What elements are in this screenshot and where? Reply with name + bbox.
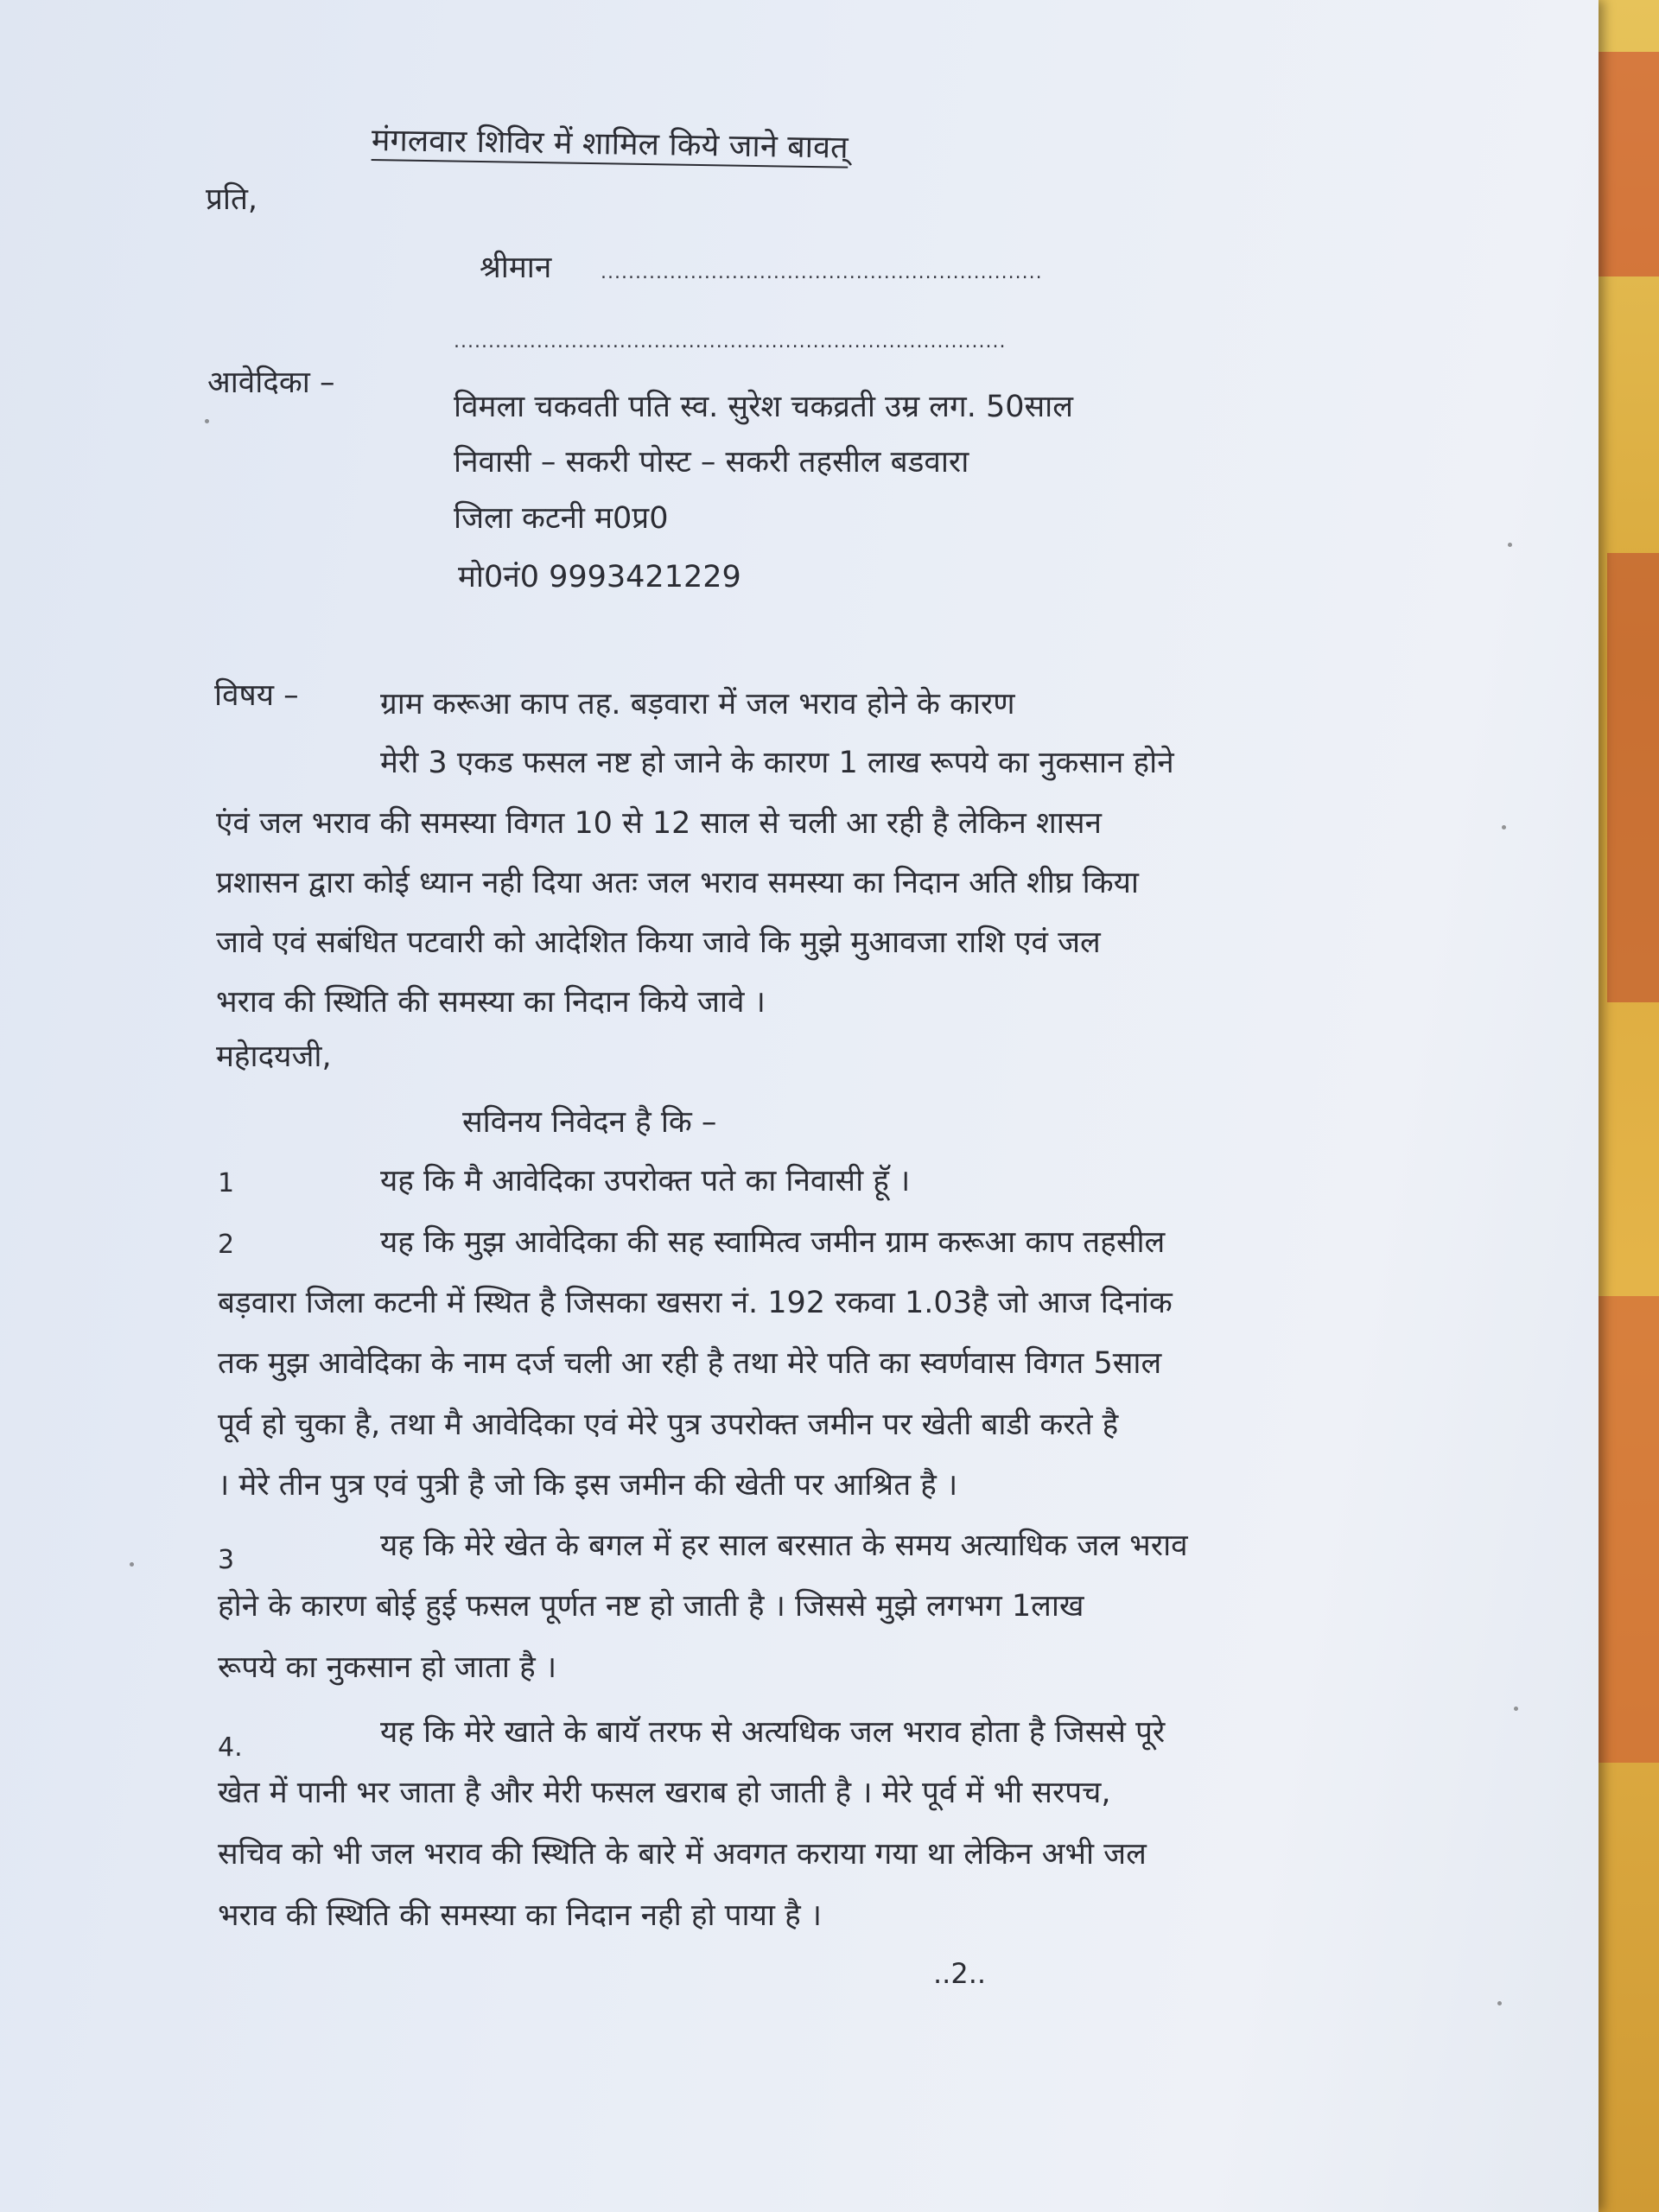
point-line: यह कि मुझ आवेदिका की सह स्वामित्व जमीन ग्राम करूआ काप तहसील: [380, 1225, 1166, 1260]
point-line: यह कि मै आवेदिका उपरोक्त पते का निवासी हूॅ ।: [380, 1164, 911, 1198]
subject-line: जावे एवं सबंधित पटवारी को आदेशित किया जावे कि मुझे मुआवजा राशि एवं जल: [216, 925, 1101, 960]
salutation: महेादयजी,: [216, 1039, 332, 1074]
point-number: 2: [218, 1230, 235, 1260]
document-title: मंगलवार शिविर में शामिल किये जाने बावत्: [371, 123, 849, 166]
point-line: यह कि मेरे खाते के बायॅ तरफ से अत्यधिक जल भराव होता है जिससे पूरे: [380, 1715, 1166, 1750]
point-line: रूपये का नुकसान हो जाता है ।: [218, 1650, 557, 1685]
paper-speck: [1497, 2001, 1502, 2005]
point-number: 1: [218, 1168, 235, 1198]
applicant-district-line: जिला कटनी म0प्र0: [454, 501, 669, 536]
to-label: प्रति,: [206, 182, 258, 217]
point-line: सचिव को भी जल भराव की स्थिति के बारे में अवगत कराया गया था लेकिन अभी जल: [218, 1837, 1147, 1872]
addressee-blank-line: ................................................................: [601, 262, 1043, 283]
applicant-label: आवेदिका –: [207, 365, 335, 400]
addressee-blank-line: ................................................................................: [454, 331, 1007, 353]
paper-speck: [1502, 825, 1506, 830]
point-line: तक मुझ आवेदिका के नाम दर्ज चली आ रही है तथा मेरे पति का स्वर्णवास विगत 5साल: [218, 1346, 1162, 1381]
request-intro: सविनय निवेदन है कि –: [462, 1105, 717, 1140]
point-line: यह कि मेरे खेत के बगल में हर साल बरसात के समय अत्याधिक जल भराव: [380, 1529, 1188, 1563]
paper-speck: [205, 419, 209, 423]
subject-line: प्रशासन द्वारा कोई ध्यान नही दिया अतः जल भराव समस्या का निदान अति शीघ्र किया: [216, 866, 1139, 900]
subject-line: ग्राम करूआ काप तह. बड़वारा में जल भराव होने के कारण: [380, 687, 1015, 721]
paper-speck: [130, 1562, 134, 1567]
applicant-name-line: विमला चकवती पति स्व. सुरेश चकव्रती उम्र लग. 50साल: [454, 390, 1073, 424]
subject-line: भराव की स्थिति की समस्या का निदान किये जावे ।: [216, 985, 766, 1020]
subject-label: विषय –: [214, 678, 299, 713]
paper-speck: [1514, 1707, 1518, 1711]
subject-line: एंवं जल भराव की समस्या विगत 10 से 12 साल से चली आ रही है लेकिन शासन: [216, 806, 1102, 841]
applicant-phone-line: मो0नं0 9993421229: [458, 560, 741, 594]
background-pattern: [1607, 553, 1659, 1002]
applicant-address-line: निवासी – सकरी पोस्ट – सकरी तहसील बडवारा: [454, 445, 969, 480]
point-number: 3: [218, 1545, 235, 1575]
point-number: 4.: [218, 1732, 243, 1763]
point-line: पूर्व हो चुका है, तथा मै आवेदिका एवं मेरे पुत्र उपरोक्त जमीन पर खेती बाडी करते है: [218, 1408, 1119, 1442]
paper-speck: [1508, 543, 1512, 547]
point-line: बड़वारा जिला कटनी में स्थित है जिसका खसरा नं. 192 रकवा 1.03है जो आज दिनांक: [218, 1286, 1173, 1320]
background-pattern: [1599, 52, 1659, 276]
point-line: । मेरे तीन पुत्र एवं पुत्री है जो कि इस जमीन की खेती पर आश्रित है ।: [218, 1468, 958, 1503]
point-line: खेत में पानी भर जाता है और मेरी फसल खराब हो जाती है । मेरे पूर्व में भी सरपच,: [218, 1776, 1111, 1810]
subject-line: मेरी 3 एकड फसल नष्ट हो जाने के कारण 1 लाख रूपये का नुकसान होने: [380, 746, 1174, 780]
point-line: होने के कारण बोई हुई फसल पूर्णत नष्ट हो जाती है । जिससे मुझे लगभग 1लाख: [218, 1589, 1084, 1624]
page-number-marker: ..2..: [933, 1957, 987, 1990]
point-line: भराव की स्थिति की समस्या का निदान नही हो पाया है ।: [218, 1898, 823, 1933]
addressee-prefix: श्रीमान: [480, 251, 552, 285]
